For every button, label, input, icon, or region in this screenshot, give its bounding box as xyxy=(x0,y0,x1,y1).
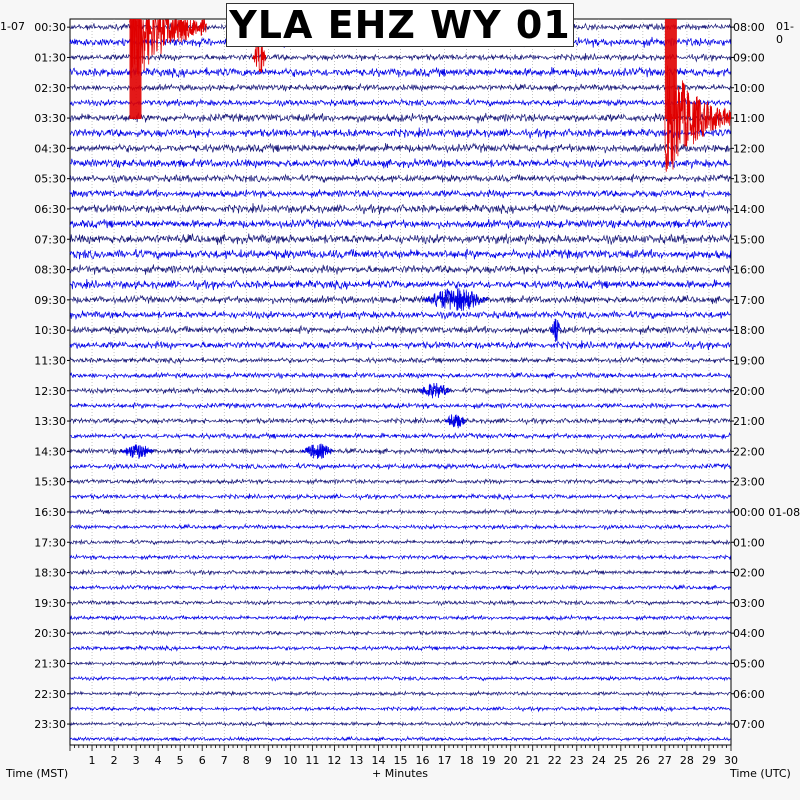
left-tick-label: 04:30 xyxy=(34,142,66,156)
start-date-right: 01-0 xyxy=(776,20,794,46)
x-tick-label: 11 xyxy=(305,754,320,767)
right-tick-label: 13:00 xyxy=(733,172,765,186)
right-tick-label: 02:00 xyxy=(733,566,765,580)
left-tick-label: 00:30 xyxy=(34,21,66,35)
x-tick-label: 5 xyxy=(176,754,184,767)
x-tick-label: 30 xyxy=(724,754,738,767)
right-tick-label: 16:00 xyxy=(733,263,765,277)
x-tick-label: 19 xyxy=(481,754,496,767)
left-tick-label: 15:30 xyxy=(34,475,66,489)
left-tick-label: 01:30 xyxy=(34,51,66,65)
left-tick-label: 05:30 xyxy=(34,172,66,186)
x-axis-label: + Minutes xyxy=(372,767,429,780)
left-tick-label: 10:30 xyxy=(34,324,66,338)
x-tick-label: 1 xyxy=(88,754,96,767)
x-tick-label: 17 xyxy=(437,754,452,767)
left-tick-label: 18:30 xyxy=(34,566,66,580)
right-time-axis xyxy=(731,21,800,731)
x-tick-label: 3 xyxy=(132,754,140,767)
x-tick-label: 27 xyxy=(657,754,672,767)
right-tick-label: 11:00 xyxy=(733,112,765,126)
right-tick-label: 15:00 xyxy=(733,233,765,247)
left-tick-label: 02:30 xyxy=(34,81,66,95)
left-tick-label: 08:30 xyxy=(34,263,66,277)
right-tick-label: 00:00 01-08 xyxy=(733,505,800,519)
x-tick-label: 18 xyxy=(459,754,474,767)
left-time-axis xyxy=(34,21,70,731)
x-tick-label: 26 xyxy=(635,754,650,767)
left-tick-label: 23:30 xyxy=(34,718,66,732)
clipped-event-block xyxy=(665,19,677,119)
right-tick-label: 17:00 xyxy=(733,293,765,307)
x-tick-label: 8 xyxy=(242,754,250,767)
right-tick-label: 10:00 xyxy=(733,81,765,95)
x-tick-label: 24 xyxy=(591,754,606,767)
right-tick-label: 06:00 xyxy=(733,687,765,701)
x-tick-label: 4 xyxy=(154,754,162,767)
left-tick-label: 09:30 xyxy=(34,293,66,307)
right-tick-label: 05:00 xyxy=(733,657,765,671)
x-tick-label: 28 xyxy=(679,754,694,767)
left-tick-label: 07:30 xyxy=(34,233,66,247)
left-tick-label: 13:30 xyxy=(34,415,66,429)
left-tick-label: 12:30 xyxy=(34,384,66,398)
x-tick-label: 23 xyxy=(569,754,584,767)
left-tick-label: 16:30 xyxy=(34,505,66,519)
chart-title-box xyxy=(226,3,574,47)
left-tick-label: 03:30 xyxy=(34,112,66,126)
right-tick-label: 22:00 xyxy=(733,445,765,459)
x-tick-label: 22 xyxy=(547,754,562,767)
x-tick-label: 21 xyxy=(525,754,540,767)
right-tick-label: 21:00 xyxy=(733,415,765,429)
right-tick-label: 14:00 xyxy=(733,202,765,216)
right-tick-label: 18:00 xyxy=(733,324,765,338)
x-tick-label: 25 xyxy=(613,754,628,767)
left-tick-label: 11:30 xyxy=(34,354,66,368)
right-tick-label: 20:00 xyxy=(733,384,765,398)
start-date-left: 1-07 xyxy=(0,20,25,33)
x-tick-label: 15 xyxy=(393,754,408,767)
right-tick-label: 12:00 xyxy=(733,142,765,156)
right-tick-label: 08:00 xyxy=(733,21,765,35)
chart-title: YLA EHZ WY 01 xyxy=(229,3,571,47)
x-tick-label: 12 xyxy=(327,754,342,767)
left-axis-label: Time (MST) xyxy=(6,767,69,780)
x-tick-label: 6 xyxy=(198,754,206,767)
left-tick-label: 22:30 xyxy=(34,687,66,701)
right-tick-label: 07:00 xyxy=(733,718,765,732)
x-tick-label: 9 xyxy=(264,754,272,767)
right-tick-label: 04:00 xyxy=(733,627,765,641)
x-tick-label: 10 xyxy=(283,754,298,767)
left-tick-label: 17:30 xyxy=(34,536,66,550)
left-tick-label: 06:30 xyxy=(34,202,66,216)
left-tick-label: 21:30 xyxy=(34,657,66,671)
x-tick-label: 2 xyxy=(110,754,118,767)
right-axis-label: Time (UTC) xyxy=(730,767,791,780)
left-tick-label: 19:30 xyxy=(34,596,66,610)
x-tick-label: 7 xyxy=(220,754,228,767)
x-tick-label: 29 xyxy=(701,754,716,767)
right-tick-label: 03:00 xyxy=(733,596,765,610)
right-tick-label: 19:00 xyxy=(733,354,765,368)
clipped-event-block xyxy=(129,19,141,119)
right-tick-label: 09:00 xyxy=(733,51,765,65)
left-tick-label: 20:30 xyxy=(34,627,66,641)
x-tick-label: 16 xyxy=(415,754,430,767)
minutes-axis xyxy=(70,745,738,767)
x-tick-label: 20 xyxy=(503,754,518,767)
x-tick-label: 13 xyxy=(349,754,364,767)
right-tick-label: 01:00 xyxy=(733,536,765,550)
x-tick-label: 14 xyxy=(371,754,386,767)
left-tick-label: 14:30 xyxy=(34,445,66,459)
right-tick-label: 23:00 xyxy=(733,475,765,489)
